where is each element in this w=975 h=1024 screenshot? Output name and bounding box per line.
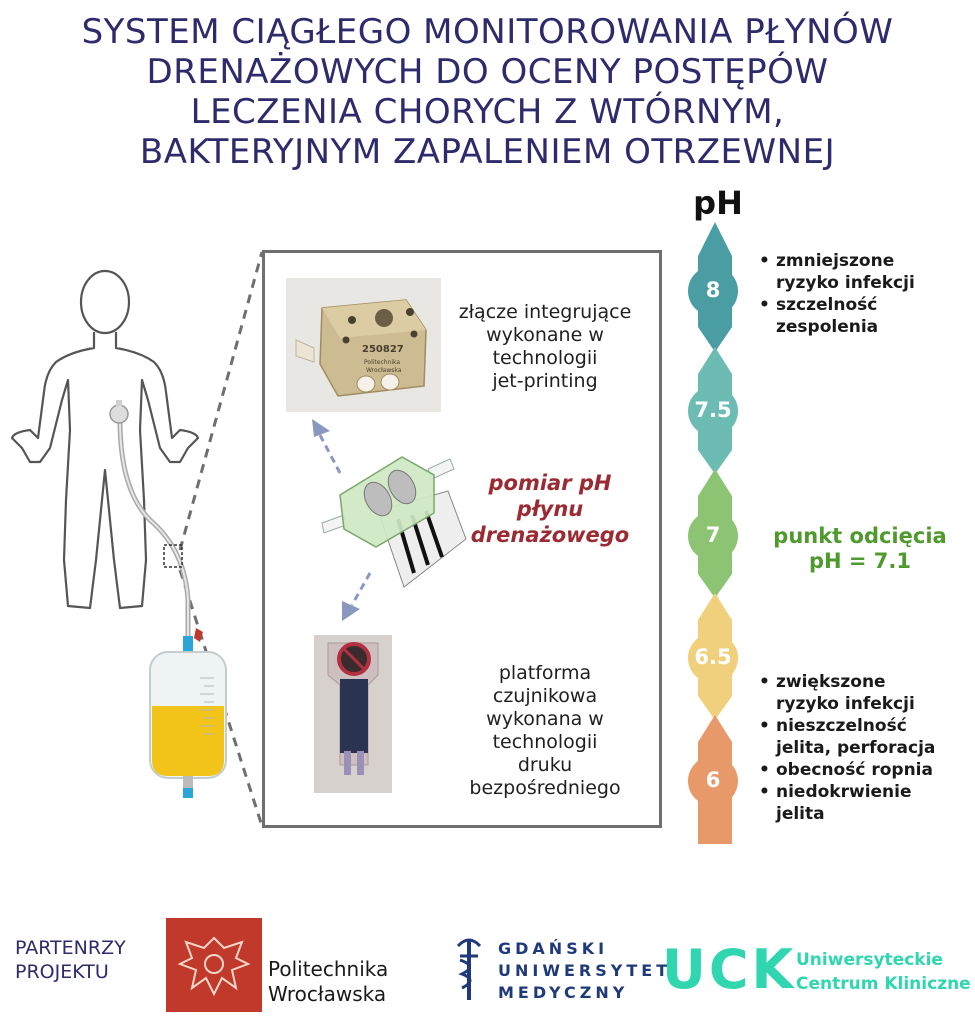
partners-label (15, 936, 126, 984)
device-diagram (300, 415, 470, 625)
title-line: SYSTEM CIĄGŁEGO MONITOROWANIA PŁYNÓW (81, 12, 894, 52)
uck-name-line: Centrum Kliniczne (796, 974, 971, 994)
sensor-text-line: czujnikowa (492, 685, 598, 707)
connector-text-line: złącze integrujące (458, 301, 632, 323)
pwr-name-line: Wrocławska (268, 982, 387, 1006)
drainage-bag (150, 628, 226, 798)
note-line: zmniejszone (776, 251, 895, 271)
ph-value-8: 8 (705, 278, 721, 302)
partners-label-line: PROJEKTU (15, 961, 109, 983)
measurement-text-line: pomiar pH (488, 471, 612, 495)
note-line: ryzyko infekcji (776, 273, 915, 293)
cutoff-line: punkt odcięcia (773, 524, 947, 548)
pwr-name-line: Politechnika (268, 957, 389, 981)
uck-name-line: Uniwersyteckie (796, 950, 943, 970)
arrow-down-dashed (342, 573, 370, 621)
ph-value-7: 7 (705, 523, 721, 547)
low-ph-notes (757, 671, 967, 825)
title-line: LECZENIA CHORYCH Z WTÓRNYM, (190, 92, 785, 132)
low-ph-note (757, 759, 967, 781)
pwr-logo (166, 918, 262, 1012)
ph-value-7-5: 7.5 (694, 398, 732, 422)
connector-text-line: wykonane w (486, 324, 604, 346)
sensor-text-line: druku (517, 754, 573, 776)
low-ph-note (757, 671, 967, 715)
gumed-name-line: GDAŃSKI (498, 939, 609, 958)
gumed-name (498, 938, 671, 1004)
note-line: jelita, perforacja (776, 738, 936, 758)
low-ph-note (757, 715, 967, 759)
connector-description (440, 301, 650, 393)
arrow-up-dashed (312, 419, 340, 473)
title-line: DRENAŻOWYCH DO OCENY POSTĘPÓW (146, 52, 829, 92)
note-line: niedokrwienie (776, 782, 912, 802)
drainage-tube (110, 400, 188, 640)
chip-org-text: Politechnika (364, 359, 401, 366)
high-ph-notes (757, 250, 967, 338)
cutoff-line: pH = 7.1 (808, 549, 912, 573)
sensor-text-line: bezpośredniego (469, 777, 621, 799)
cutoff-point-label (755, 524, 965, 574)
gumed-logo-icon (452, 936, 486, 1002)
gumed-name-line: MEDYCZNY (498, 983, 629, 1002)
uck-name (796, 948, 971, 996)
uck-logo: UCK (662, 938, 797, 1001)
ph-scale-title: pH (693, 184, 743, 222)
gumed-name-line: UNIWERSYTET (498, 961, 672, 980)
ph-value-6-5: 6.5 (694, 645, 732, 669)
zoom-line-top (180, 252, 262, 550)
title-line: BAKTERYJNYM ZAPALENIEM OTRZEWNEJ (139, 132, 836, 172)
sensor-text-line: platforma (498, 662, 592, 684)
sensor-photo (314, 635, 392, 793)
note-line: zespolenia (776, 317, 879, 337)
low-ph-note (757, 781, 967, 825)
connector-text-line: technologii (492, 347, 598, 369)
measurement-label (450, 470, 650, 548)
partners-label-line: PARTENRZY (15, 937, 126, 959)
human-body-outline (12, 271, 198, 608)
note-line: zwiększone (776, 672, 886, 692)
measurement-text-line: płynu (516, 497, 584, 521)
sensor-description (440, 662, 650, 800)
sensor-text-line: technologii (492, 731, 598, 753)
pwr-name (268, 957, 388, 1007)
note-line: obecność ropnia (776, 760, 933, 780)
ph-value-6: 6 (705, 768, 721, 792)
chip-org-text: Wrocławska (366, 367, 402, 374)
note-line: jelita (776, 804, 825, 824)
high-ph-note (757, 294, 967, 338)
connector-text-line: jet-printing (492, 370, 598, 392)
chip-code-text: 250827 (362, 344, 404, 355)
note-line: nieszczelność (776, 716, 907, 736)
note-line: ryzyko infekcji (776, 694, 915, 714)
connector-photo (286, 278, 441, 412)
note-line: szczelność (776, 295, 878, 315)
high-ph-note (757, 250, 967, 294)
measurement-text-line: drenażowego (470, 523, 630, 547)
sensor-text-line: wykonana w (486, 708, 604, 730)
